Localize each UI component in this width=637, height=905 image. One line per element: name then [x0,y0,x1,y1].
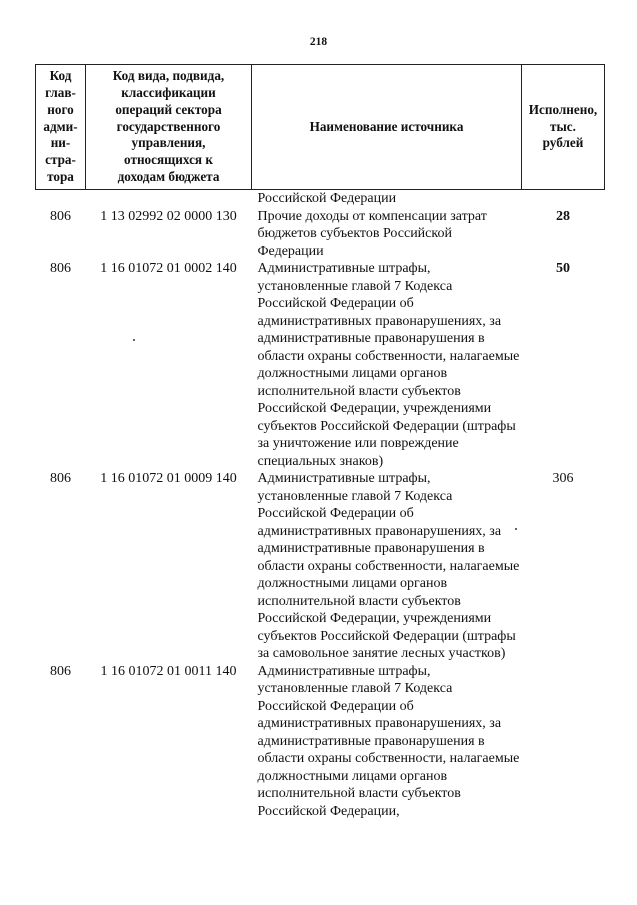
executed-amount-cell: 50 [556,261,570,276]
table-header-row [36,65,605,190]
classification-code-cell: 1 16 01072 01 0002 140 [100,261,237,276]
admin-code-cell: 806 [50,208,71,224]
header-admin-code: Код глав- ного адми- ни- стра- тора [36,65,86,190]
table-row [36,470,605,663]
executed-amount-cell [522,663,605,821]
revenue-table [35,64,605,820]
continuation-text: Российской Федерации [257,191,397,206]
classification-code-cell: 1 16 01072 01 0009 140 [100,471,237,486]
executed-amount-cell: 28 [556,208,570,224]
admin-code-cell: 806 [50,261,71,276]
source-name-cell: Административные штрафы, установленные главой 7 Кодекса Российской Федерации об административных правонарушениях, за административные правонарушения в области охраны собственности, налагаемые должностными лицами органов исполнительной власти субъектов Российской Федерации, учреждениями субъектов Российской Федерации (штрафы за самовольное занятие лесных участков) [257,471,520,661]
source-name-cell: Административные штрафы, установленные главой 7 Кодекса Российской Федерации об административных правонарушениях, за административные правонарушения в области охраны собственности, налагаемые должностными лицами органов исполнительной власти субъектов Российской Федерации, [257,663,520,819]
source-name-cell: Прочие доходы от компенсации затрат бюджетов субъектов Российской Федерации [257,208,487,259]
source-name-cell: Административные штрафы, установленные главой 7 Кодекса Российской Федерации об административных правонарушениях, за административные правонарушения в области охраны собственности, налагаемые должностными лицами органов исполнительной власти субъектов Российской Федерации, учреждениями субъектов Российской Федерации (штрафы за уничтожение или повреждение специальных знаков) [257,261,520,469]
table-row [36,663,605,821]
table-row [36,208,605,261]
scan-speck [133,339,135,341]
header-source-name: Наименование источника [252,65,522,190]
table-row-continuation [36,190,605,208]
page-number: 218 [309,36,328,48]
table-row [36,260,605,470]
executed-amount-cell: 306 [552,471,574,486]
classification-code-cell: 1 13 02992 02 0000 130 [100,208,237,224]
scan-speck [515,528,517,530]
header-executed-amount: Исполнено, тыс. рублей [522,65,605,190]
admin-code-cell: 806 [50,663,71,679]
header-classification-code: Код вида, подвида, классификации операций сектора государственного управления, относящихся к доходам бюджета [86,65,252,190]
classification-code-cell: 1 16 01072 01 0011 140 [100,663,237,679]
admin-code-cell: 806 [50,471,71,486]
